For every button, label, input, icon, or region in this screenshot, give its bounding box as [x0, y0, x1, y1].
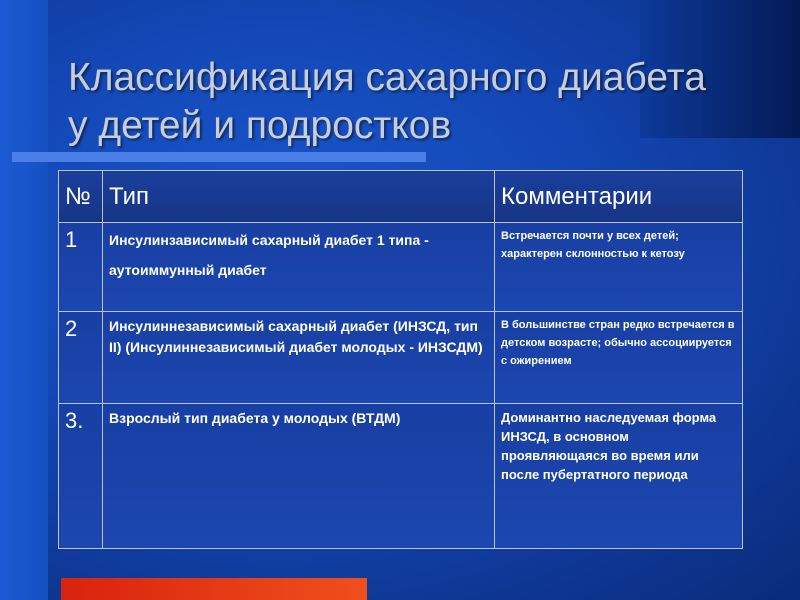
classification-table — [58, 170, 743, 549]
slide-title — [68, 54, 748, 150]
row-type: Взрослый тип диабета у молодых (ВТДМ) — [103, 404, 495, 549]
header-type: Тип — [103, 171, 495, 223]
header-comments: Комментарии — [495, 171, 743, 223]
row-type: Инсулинзависимый сахарный диабет 1 типа - аутоиммунный диабет — [103, 223, 495, 312]
bottom-accent-bar — [61, 578, 367, 600]
title-line-1: Классификация сахарного диабета — [68, 56, 706, 99]
row-number: 1 — [59, 223, 103, 312]
row-number: 3. — [59, 404, 103, 549]
table-row — [59, 223, 743, 312]
title-underline-bar — [12, 152, 426, 162]
row-comment: Доминантно наследуемая форма ИНЗСД, в основном проявляющаяся во время или после пубертатного периода — [495, 404, 743, 549]
header-number: № — [59, 171, 103, 223]
left-decor-panel — [0, 0, 48, 600]
table-header-row — [59, 171, 743, 223]
row-comment: В большинстве стран редко встречается в детском возрасте; обычно ассоциируется с ожирением — [495, 312, 743, 404]
row-comment: Встречается почти у всех детей; характерен склонностью к кетозу — [495, 223, 743, 312]
table-row — [59, 312, 743, 404]
row-type: Инсулиннезависимый сахарный диабет (ИНЗСД, тип II) (Инсулиннезависимый диабет молодых - ИНЗСДМ) — [103, 312, 495, 404]
table-row — [59, 404, 743, 549]
title-line-2: у детей и подростков — [68, 104, 452, 147]
row-number: 2 — [59, 312, 103, 404]
